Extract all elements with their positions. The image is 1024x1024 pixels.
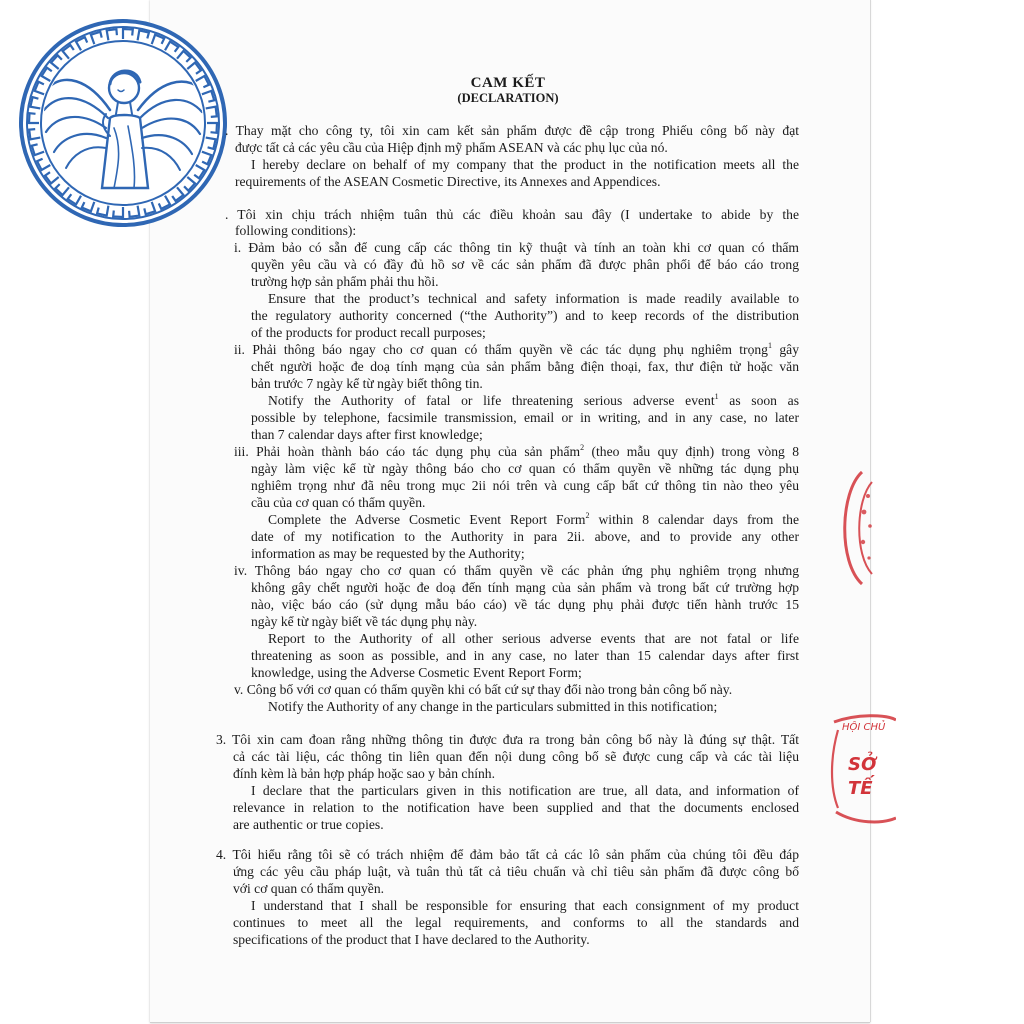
text-line: ii. Phải thông báo ngay cho cơ quan có thẩm quyền về các tác dụng phụ nghiêm trọng$^1$ gây [234, 341, 799, 357]
text-line: cầu của cơ quan có thẩm quyền. [251, 495, 426, 510]
text-line: the regulatory authority concerned (“the Authority”) and to keep records of the distribution [251, 308, 799, 323]
text-line: following conditions): [235, 223, 357, 238]
text-line: Ensure that the product’s technical and safety information is made readily available to [268, 291, 799, 306]
text-line: chết người hoặc đe doạ tính mạng của sản phẩm bằng điện thoại, fax, thư điện tử hoặc văn [251, 359, 799, 374]
text-line: iv. Thông báo ngay cho cơ quan có thẩm quyền về các phản ứng phụ nghiêm trọng nhưng [234, 563, 799, 578]
text-line: ngày làm việc kể từ ngày thông báo cho cơ quan có thẩm quyền về những tác dụng phụ [251, 461, 799, 476]
text-line: possible by telephone, facsimile transmission, email or in writing, and in any case, no later [251, 410, 799, 425]
page-subtitle: (DECLARATION) [457, 91, 559, 105]
text-line: i. Đảm bảo có sẵn để cung cấp các thông tin kỹ thuật và tính an toàn khi cơ quan có thẩm [234, 240, 799, 255]
text-line: I hereby declare on behalf of my company that the product in the notification meets all the [251, 157, 799, 172]
text-line: specifications of the product that I have declared to the Authority. [233, 932, 590, 947]
text-line: continues to meet all the legal requirements, and conforms to all the standards and [233, 915, 799, 930]
text-line: relevance in relation to the notification have been supplied and that the documents enclosed [233, 800, 799, 815]
text-line: threatening as soon as possible, and in any case, no later than 15 calendar days after first [251, 648, 799, 663]
text-line: cả các tài liệu, các thông tin liên quan đến nội dung công bố sẽ được cung cấp và các tài liệu [233, 749, 799, 764]
text-line: . Thay mặt cho công ty, tôi xin cam kết sản phẩm được đề cập trong Phiếu công bố này đạt [225, 123, 799, 138]
text-line: I understand that I shall be responsible for ensuring that each consignment of my product [251, 898, 799, 913]
text-line: ngày kể từ ngày biết về tác dụng phụ này. [251, 614, 478, 629]
text-line: quyền yêu cầu và có đầy đủ hồ sơ về các sản phẩm đã được phân phối để báo cáo trong [251, 257, 799, 272]
text-line: nghiêm trọng như đã nêu trong mục 2ii nói trên và cung cấp bất cứ thông tin nào theo yêu [251, 478, 799, 493]
text-line: nào, việc báo cáo (sử dụng mẫu báo cáo) về tác dụng phụ phải được tiến hành trước 15 [251, 597, 799, 612]
page-title: CAM KẾT [470, 75, 546, 91]
text-line: không gây chết người hoặc đe doạ đến tính mạng của sản phẩm và trong bất cứ trường hợp [251, 580, 799, 595]
svg-text:HỘI CHỦ: HỘI CHỦ [842, 722, 886, 733]
text-line: trường hợp sản phẩm phải thu hồi. [251, 274, 439, 289]
text-line: . Tôi xin chịu trách nhiệm tuân thủ các điều khoản sau đây (I undertake to abide by the [225, 207, 799, 222]
text-line: iii. Phải hoàn thành báo cáo tác dụng phụ của sản phẩm$^2$ (theo mẫu quy định) trong vòng 8 [234, 443, 799, 459]
text-line: requirements of the ASEAN Cosmetic Directive, its Annexes and Appendices. [235, 174, 661, 189]
svg-text:SỞ: SỞ [848, 754, 877, 775]
text-line: v. Công bố với cơ quan có thẩm quyền khi có bất cứ sự thay đổi nào trong bản công bố này. [234, 682, 733, 697]
text-line: với cơ quan có thẩm quyền. [233, 881, 385, 896]
text-line: date of my notification to the Authority in para 2ii. above, and to provide any other [251, 529, 799, 544]
text-line: Notify the Authority of any change in the particulars submitted in this notification; [268, 699, 718, 714]
red-stamp-icon [830, 462, 890, 592]
text-line: than 7 calendar days after first knowledge; [251, 427, 483, 442]
text-line: Complete the Adverse Cosmetic Event Report Form$^2$ within 8 calendar days from the [268, 511, 799, 527]
text-line: 3. Tôi xin cam đoan rằng những thông tin được đưa ra trong bản công bố này là đúng sự thật. Tất [216, 732, 799, 747]
text-line: được tất cả các yêu cầu của Hiệp định mỹ phẩm ASEAN và các phụ lục của nó. [235, 140, 668, 155]
winged-angel-icon [18, 18, 228, 228]
text-line: bản trước 7 ngày kể từ ngày biết thông tin. [251, 376, 483, 391]
text-line: Report to the Authority of all other serious adverse events that are not fatal or life [268, 631, 799, 646]
text-line: are authentic or true copies. [233, 817, 384, 832]
text-line: 4. Tôi hiểu rằng tôi sẽ có trách nhiệm để đảm bảo tất cả các lô sản phẩm của chúng tôi đều đáp [216, 847, 799, 862]
text-line: knowledge, using the Adverse Cosmetic Event Report Form; [251, 665, 582, 680]
text-line: of the products for product recall purposes; [251, 325, 486, 340]
text-line: Notify the Authority of fatal or life threatening serious adverse event$^1$ as soon as [268, 392, 799, 408]
text-line: đính kèm là bản hợp pháp hoặc sao y bản chính. [233, 766, 496, 781]
svg-text:TẾ: TẾ [848, 778, 873, 799]
text-line: I declare that the particulars given in this notification are true, all data, and information of [251, 783, 799, 798]
text-line: information as may be requested by the Authority; [251, 546, 525, 561]
text-line: ứng các yêu cầu pháp luật, và tuân thủ tất cả tiêu chuẩn và chỉ tiêu sản phẩm đã được công bố [233, 864, 799, 879]
red-seal-stamp-icon [826, 708, 896, 838]
